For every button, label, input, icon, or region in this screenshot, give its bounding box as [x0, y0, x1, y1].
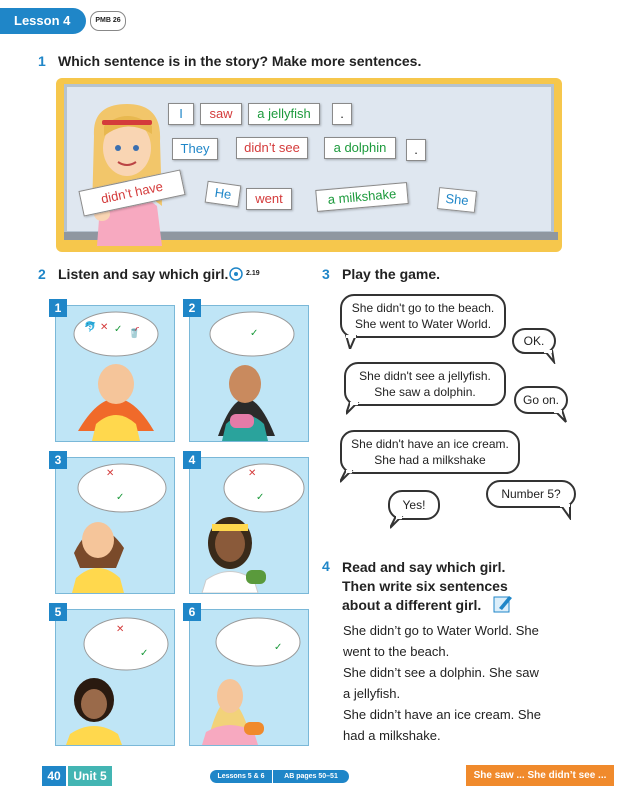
lessons-label: Lessons 5 & 6 [210, 770, 272, 783]
bubble-5-line-2: She had a milkshake [374, 453, 486, 467]
bubble-2-text: OK. [523, 334, 545, 348]
card-a-dolphin[interactable]: a dolphin [324, 137, 396, 159]
girl-1-illustration [56, 306, 174, 441]
section4-title-line-3: about a different girl. [342, 597, 482, 613]
bubble-3-tail [346, 402, 360, 416]
svg-text:🐬: 🐬 [84, 322, 97, 333]
reading-line-4: a jellyfish. [343, 686, 401, 701]
page-number: 40 [42, 766, 66, 786]
audio-cd-icon[interactable] [229, 267, 243, 281]
unit-label: Unit 5 [68, 766, 112, 786]
card-didnt-have[interactable]: didn’t have [78, 169, 185, 216]
svg-text:✓: ✓ [256, 492, 265, 503]
bubble-1-line-1: She didn't go to the beach. [351, 301, 495, 315]
svg-text:🥤: 🥤 [128, 328, 141, 339]
panel-number-2: 2 [183, 299, 201, 317]
svg-text:✕: ✕ [100, 322, 109, 333]
girl-5-illustration [56, 610, 174, 745]
section2-title: Listen and say which girl. [58, 266, 229, 282]
girl-panel-4[interactable] [189, 457, 309, 594]
panel-number-4: 4 [183, 451, 201, 469]
section4-title-line-2: Then write six sentences [342, 578, 508, 594]
card-i[interactable]: I [168, 103, 194, 125]
girl-panel-1[interactable] [55, 305, 175, 442]
card-a-milkshake[interactable]: a milkshake [315, 182, 409, 212]
bubble-1-line-2: She went to Water World. [354, 317, 492, 331]
bubble-6-text: Yes! [402, 498, 426, 512]
speech-bubble-1 [340, 294, 506, 338]
svg-text:✓: ✓ [140, 648, 149, 659]
reading-line-2: went to the beach. [343, 644, 450, 659]
svg-text:✕: ✕ [248, 468, 257, 479]
reading-text [343, 620, 563, 746]
bubble-6-tail [390, 516, 404, 530]
svg-text:✕: ✕ [106, 468, 115, 479]
girl-panel-5[interactable] [55, 609, 175, 746]
panel-number-3: 3 [49, 451, 67, 469]
bubble-2-tail [544, 350, 558, 364]
svg-text:✓: ✓ [116, 492, 125, 503]
card-full-stop-2[interactable]: . [406, 139, 426, 161]
section2-number: 2 [38, 266, 46, 282]
girl-panel-6[interactable] [189, 609, 309, 746]
write-pencil-icon [493, 594, 513, 614]
language-focus-label: She saw ... She didn’t see ... [466, 765, 614, 786]
girl-panel-2[interactable] [189, 305, 309, 442]
ab-pages-label: AB pages 50–51 [272, 770, 349, 783]
bubble-5-line-1: She didn't have an ice cream. [351, 437, 509, 451]
section1-title: Which sentence is in the story? Make more sentences. [58, 53, 422, 69]
card-he[interactable]: He [205, 181, 242, 208]
panel-number-5: 5 [49, 603, 67, 621]
girl-panel-3[interactable] [55, 457, 175, 594]
svg-text:✓: ✓ [274, 642, 283, 653]
svg-text:✓: ✓ [250, 328, 259, 339]
card-went[interactable]: went [246, 188, 292, 210]
reading-line-3: She didn’t see a dolphin. She saw [343, 665, 539, 680]
section4-title-line-1: Read and say which girl. [342, 559, 506, 575]
card-a-jellyfish[interactable]: a jellyfish [248, 103, 320, 125]
card-they[interactable]: They [172, 138, 218, 160]
reading-line-1: She didn’t go to Water World. She [343, 623, 539, 638]
bubble-5-tail [340, 470, 354, 484]
panel-number-1: 1 [49, 299, 67, 317]
card-saw[interactable]: saw [200, 103, 242, 125]
girl-4-illustration [190, 458, 308, 593]
svg-text:✕: ✕ [116, 624, 125, 635]
bubble-3-line-2: She saw a dolphin. [374, 385, 476, 399]
girl-3-illustration [56, 458, 174, 593]
section3-number: 3 [322, 266, 330, 282]
girl-6-illustration [190, 610, 308, 745]
bubble-1-tail [344, 335, 358, 349]
section1-number: 1 [38, 53, 46, 69]
speech-bubble-5 [340, 430, 520, 474]
card-didnt-see[interactable]: didn’t see [236, 137, 308, 159]
section4-number: 4 [322, 558, 330, 574]
pmb-badge: PMB 26 [90, 11, 126, 31]
bubble-4-text: Go on. [522, 393, 560, 407]
audio-track-number: 2.19 [246, 270, 260, 277]
lesson-tab: Lesson 4 [0, 8, 86, 34]
panel-number-6: 6 [183, 603, 201, 621]
bubble-7-tail [560, 504, 574, 520]
card-full-stop-1[interactable]: . [332, 103, 352, 125]
bubble-3-line-1: She didn't see a jellyfish. [359, 369, 491, 383]
section4-title [342, 558, 508, 615]
section3-title: Play the game. [342, 266, 441, 282]
card-she[interactable]: She [437, 187, 477, 213]
girl-2-illustration [190, 306, 308, 441]
reading-line-6: had a milkshake. [343, 728, 441, 743]
reading-line-5: She didn’t have an ice cream. She [343, 707, 542, 722]
speech-bubble-3 [344, 362, 506, 406]
svg-text:✓: ✓ [114, 324, 123, 335]
bubble-4-tail [554, 410, 568, 424]
bubble-7-text: Number 5? [501, 487, 561, 501]
